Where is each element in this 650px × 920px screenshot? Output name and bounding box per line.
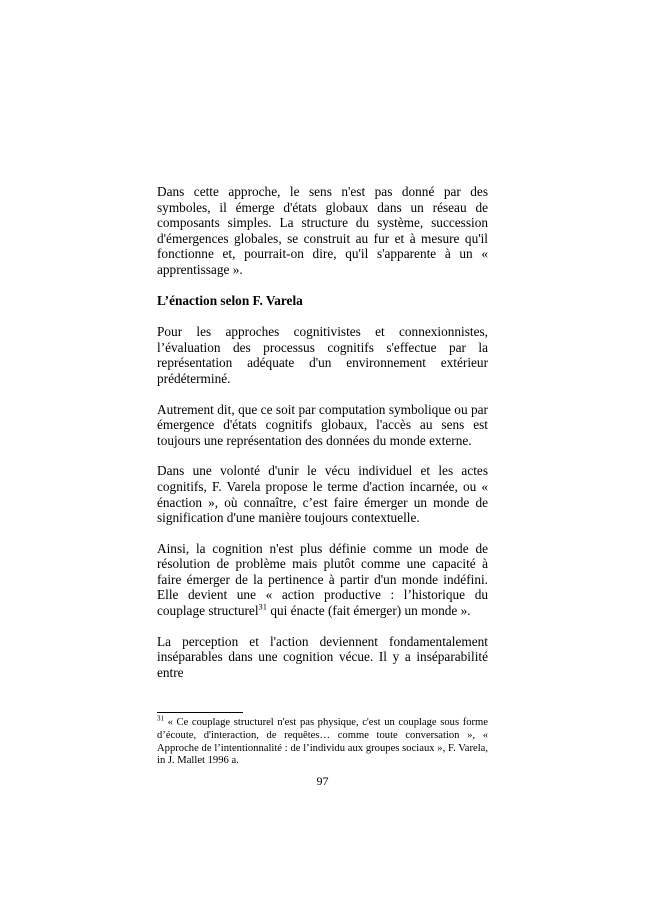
paragraph-computation-symbolique: Autrement dit, que ce soit par computation symbolique ou par émergence d'états cognitifs globaux, l'accès au sens est toujours une représentation des données du monde externe. (157, 401, 488, 448)
paragraph-cognition-productive (157, 541, 488, 619)
footnote-block (157, 712, 488, 767)
paragraph-approche-sens: Dans cette approche, le sens n'est pas donné par des symboles, il émerge d'états globaux dans un réseau de composants simples. La structure du système, succession d'émergences globales, se construit au fur et à mesure qu'il fonctionne et, pourrait-on dire, qu'il s'apparente à un « apprentissage ». (157, 184, 488, 277)
paragraph-cognition-productive-text: Ainsi, la cognition n'est plus définie comme un mode de résolution de problème mais plutôt comme une capacité à faire émerger de la pertinence à partir d'un monde indéfini. Elle devient une « action productive : l’historique du couplage structurel (157, 540, 488, 619)
footnote-31 (157, 714, 488, 767)
paragraph-action-incarnee: Dans une volonté d'unir le vécu individuel et les actes cognitifs, F. Varela propose le terme d'action incarnée, ou « énaction », où connaître, c’est faire émerger un monde de signification d'une manière toujours contextuelle. (157, 463, 488, 526)
heading-enaction-varela: L’énaction selon F. Varela (157, 292, 303, 308)
paragraph-cognitivistes-connexionnistes: Pour les approches cognitivistes et connexionnistes, l’évaluation des processus cognitifs s'effectue par la représentation adéquate d'un environnement extérieur prédéterminé. (157, 324, 488, 386)
footnote-31-marker: 31 (157, 714, 164, 723)
paragraph-perception-action: La perception et l'action deviennent fondamentalement inséparables dans une cognition vécue. Il y a inséparabilité entre (157, 633, 488, 680)
footnote-31-text: « Ce couplage structurel n'est pas physique, c'est un couplage sous forme d’écoute, d'interaction, de requêtes… comme toute conversation », « Approche de l’intentionnalité : de l’individu aux groupes sociaux », F. Varela, in J. Mallet 1996 a. (157, 717, 488, 767)
paragraph-cognition-productive-end: qui énacte (fait émerger) un monde ». (267, 603, 471, 619)
page-number: 97 (316, 773, 329, 788)
footnote-separator-rule (157, 712, 243, 713)
text-block (157, 184, 488, 788)
footnote-reference-31: 31 (258, 601, 268, 612)
